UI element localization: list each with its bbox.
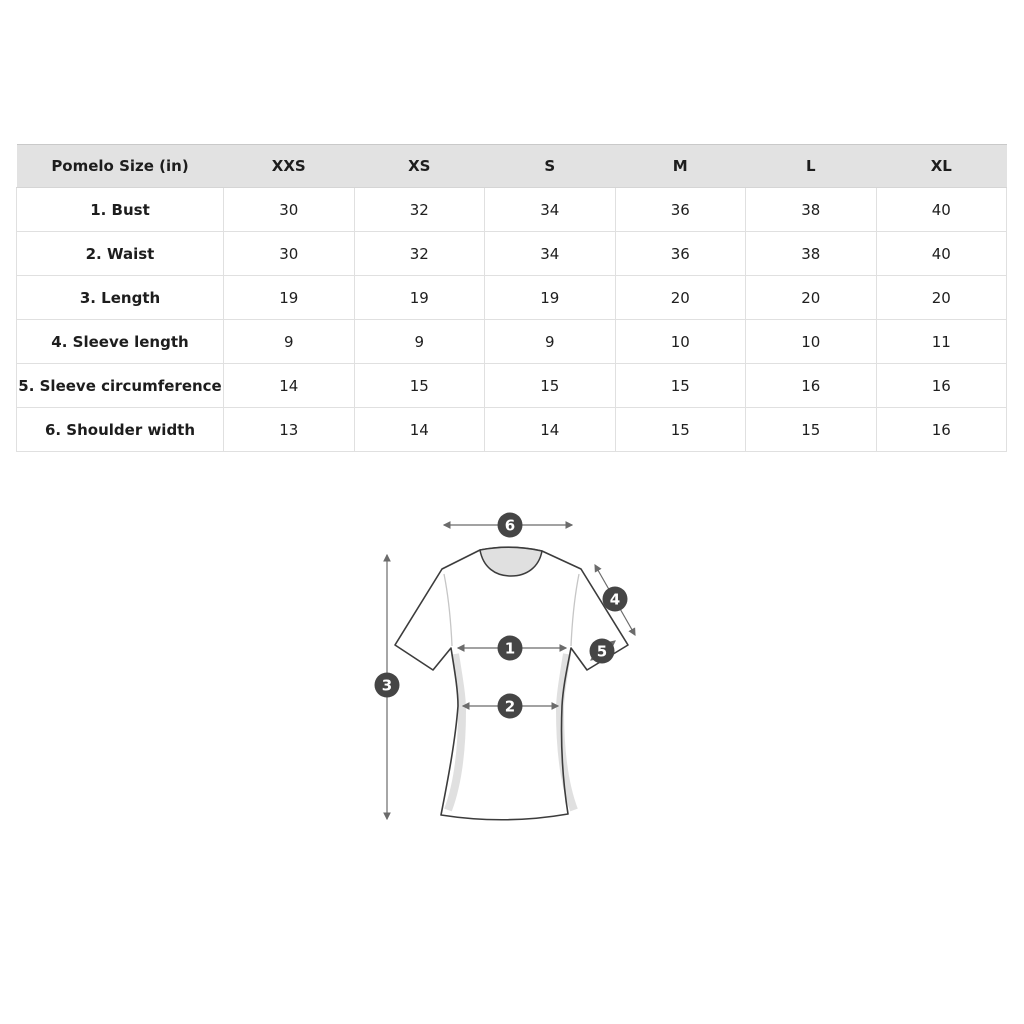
row-label: 1. Bust: [17, 188, 224, 232]
row-label: 6. Shoulder width: [17, 408, 224, 452]
cell: 10: [746, 320, 877, 364]
cell: 9: [224, 320, 355, 364]
measurement-marker-5: [590, 639, 615, 664]
measurement-marker-1: [498, 636, 523, 661]
cell: 30: [224, 188, 355, 232]
marker-number: 4: [609, 590, 621, 609]
cell: 40: [876, 232, 1007, 276]
cell: 20: [876, 276, 1007, 320]
cell: 11: [876, 320, 1007, 364]
cell: 16: [876, 408, 1007, 452]
column-header-measure: Pomelo Size (in): [17, 145, 224, 188]
column-header-xl: XL: [876, 145, 1007, 188]
cell: 34: [485, 232, 616, 276]
cell: 15: [354, 364, 485, 408]
measurement-marker-6: [498, 513, 523, 538]
table-row-length: [17, 276, 1007, 320]
marker-number: 3: [381, 676, 393, 695]
table-row-waist: [17, 232, 1007, 276]
cell: 32: [354, 232, 485, 276]
marker-number: 1: [504, 639, 516, 658]
row-label: 4. Sleeve length: [17, 320, 224, 364]
cell: 14: [354, 408, 485, 452]
cell: 36: [615, 232, 746, 276]
cell: 20: [615, 276, 746, 320]
cell: 40: [876, 188, 1007, 232]
table-row-shoulder-width: [17, 408, 1007, 452]
cell: 15: [746, 408, 877, 452]
cell: 19: [485, 276, 616, 320]
cell: 13: [224, 408, 355, 452]
size-chart-header-row: [17, 145, 1007, 188]
marker-number: 2: [504, 697, 516, 716]
cell: 9: [354, 320, 485, 364]
cell: 9: [485, 320, 616, 364]
cell: 36: [615, 188, 746, 232]
row-label: 5. Sleeve circumference: [17, 364, 224, 408]
size-chart-table: [16, 144, 1007, 452]
column-header-xxs: XXS: [224, 145, 355, 188]
cell: 14: [224, 364, 355, 408]
column-header-xs: XS: [354, 145, 485, 188]
row-label: 3. Length: [17, 276, 224, 320]
cell: 38: [746, 232, 877, 276]
cell: 14: [485, 408, 616, 452]
marker-number: 5: [596, 642, 608, 661]
cell: 16: [876, 364, 1007, 408]
cell: 15: [615, 364, 746, 408]
table-row-bust: [17, 188, 1007, 232]
cell: 20: [746, 276, 877, 320]
cell: 30: [224, 232, 355, 276]
column-header-l: L: [746, 145, 877, 188]
cell: 15: [485, 364, 616, 408]
row-label: 2. Waist: [17, 232, 224, 276]
column-header-m: M: [615, 145, 746, 188]
cell: 15: [615, 408, 746, 452]
cell: 32: [354, 188, 485, 232]
cell: 38: [746, 188, 877, 232]
measurement-marker-2: [498, 694, 523, 719]
tshirt-measurement-diagram: [350, 500, 670, 850]
table-row-sleeve-circumference: [17, 364, 1007, 408]
measurement-marker-4: [603, 587, 628, 612]
cell: 10: [615, 320, 746, 364]
measurement-marker-3: [375, 673, 400, 698]
column-header-s: S: [485, 145, 616, 188]
cell: 19: [224, 276, 355, 320]
cell: 19: [354, 276, 485, 320]
cell: 34: [485, 188, 616, 232]
marker-number: 6: [504, 516, 516, 535]
table-row-sleeve-length: [17, 320, 1007, 364]
cell: 16: [746, 364, 877, 408]
